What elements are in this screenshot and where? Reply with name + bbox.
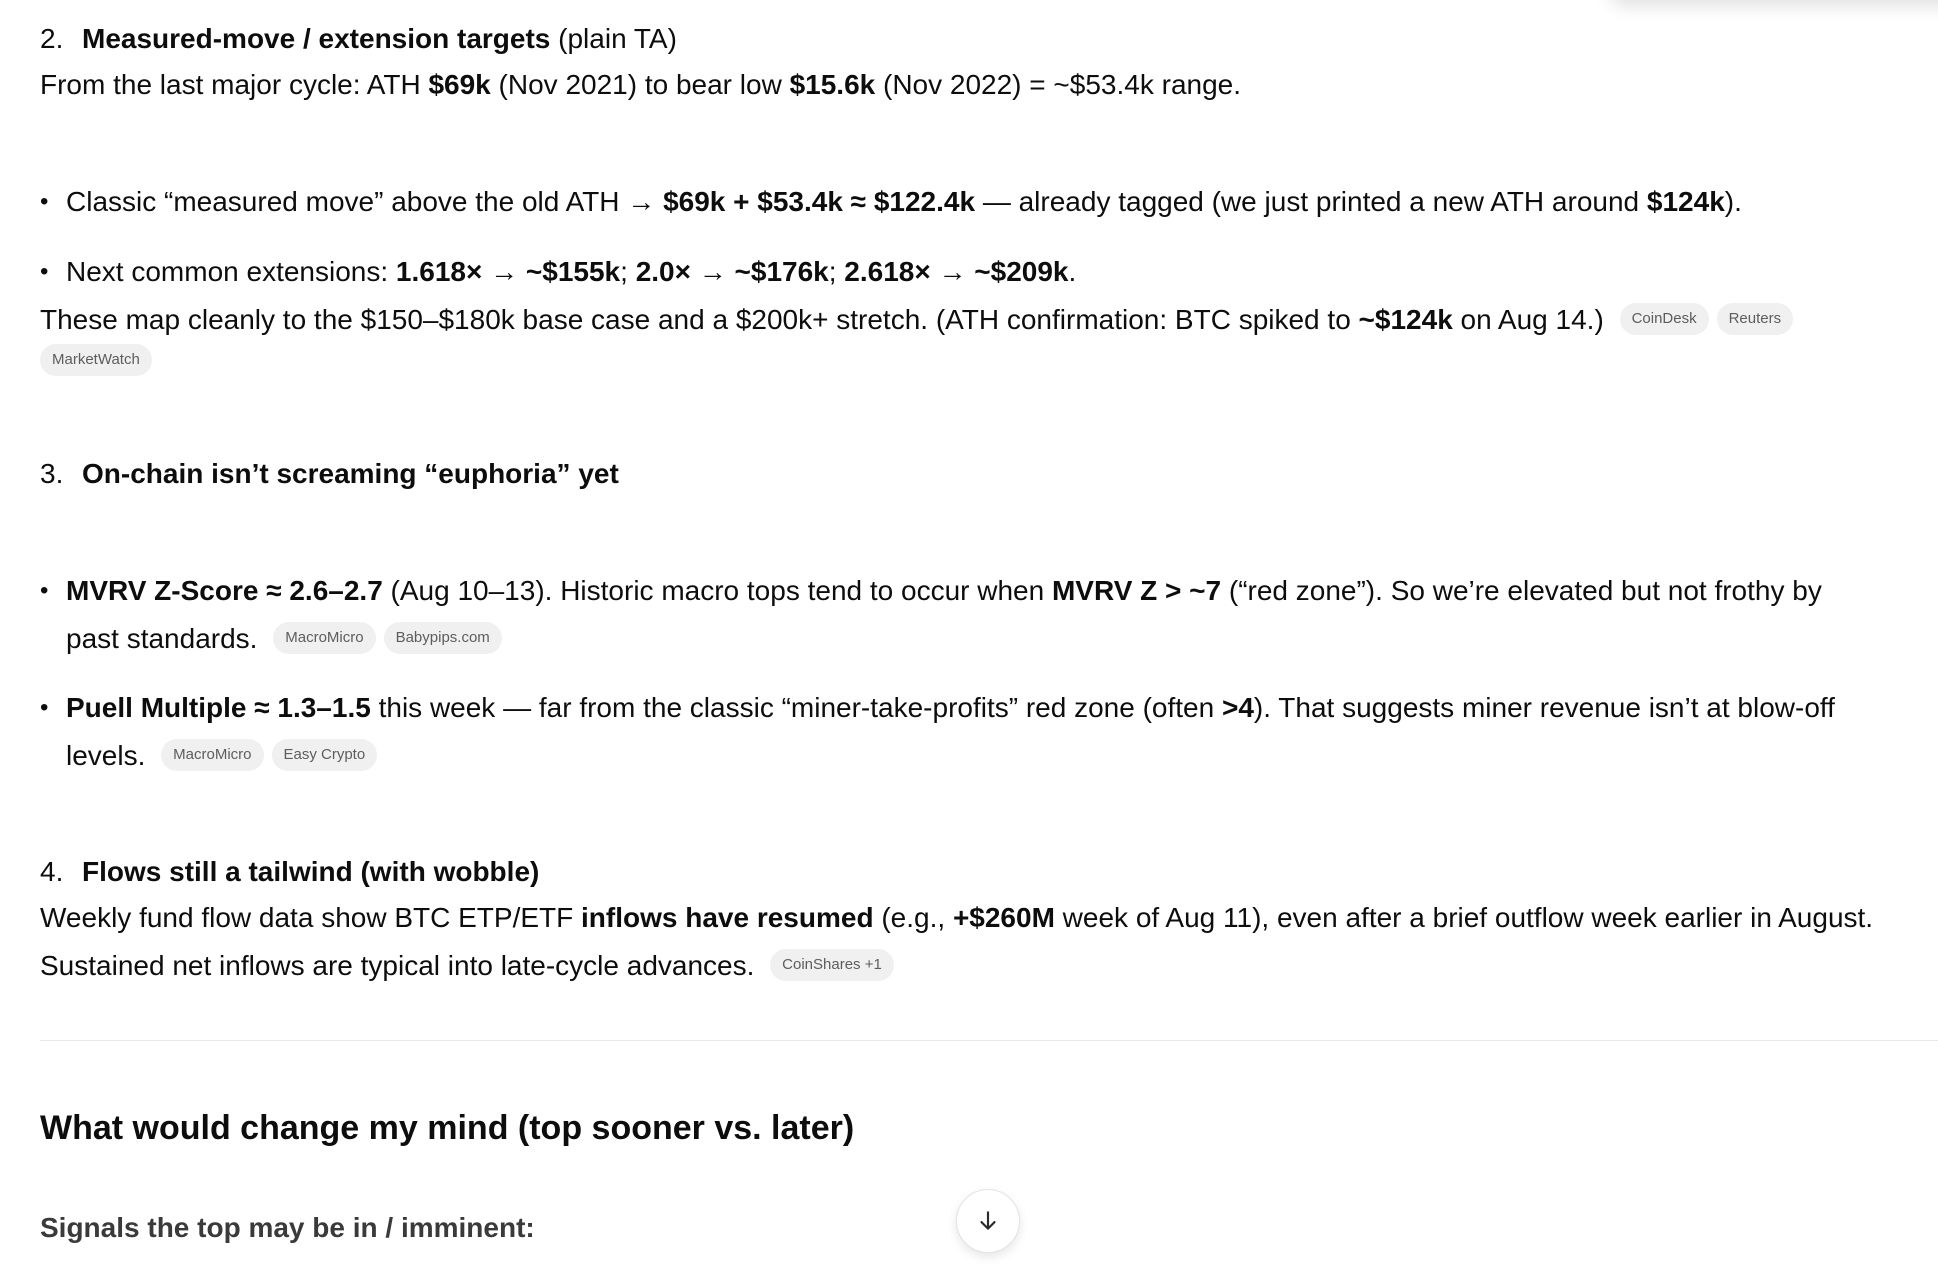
text: this week — far from the classic “miner-take-profits” red zone (often: [370, 692, 1222, 723]
section-2-summary: [40, 296, 1793, 344]
text-bold: $69k + $53.4k ≈ $122.4k: [663, 186, 976, 217]
section-3-heading: [40, 450, 619, 498]
source-chip-coindesk[interactable]: CoinDesk: [1620, 303, 1709, 335]
source-chip-macromicro[interactable]: MacroMicro: [161, 739, 263, 771]
text: Weekly fund flow data show BTC ETP/ETF: [40, 902, 582, 933]
list-number: 2.: [40, 23, 64, 54]
text-bold: $15.6k: [789, 69, 876, 100]
text-bold: Puell Multiple ≈ 1.3–1.5: [66, 692, 371, 723]
list-item-continuation: [66, 615, 502, 663]
text-bold: MVRV Z > ~7: [1051, 575, 1222, 606]
section-4-body-continuation: [40, 942, 894, 990]
text-bold: >4: [1221, 692, 1254, 723]
text: on Aug 14.): [1452, 304, 1604, 335]
text: Classic “measured move” above the old ATH →: [66, 186, 664, 217]
text-bold: 2.0× → ~$176k: [635, 256, 829, 287]
section-title-suffix: (plain TA): [550, 23, 677, 54]
text-bold: 2.618× → ~$209k: [844, 256, 1069, 287]
text-bold: $69k: [428, 69, 491, 100]
text: Next common extensions:: [66, 256, 396, 287]
arrow-down-icon: [975, 1208, 1001, 1234]
text: (Nov 2022) = ~$53.4k range.: [875, 69, 1242, 100]
text: week of Aug 11), even after a brief outflow week earlier in August.: [1054, 902, 1874, 933]
bullet-icon: •: [40, 188, 49, 215]
bullet-icon: •: [40, 258, 49, 285]
section-divider: [40, 1040, 1938, 1041]
text: ).: [1724, 186, 1742, 217]
source-chip-babypips[interactable]: Babypips.com: [384, 622, 502, 654]
source-chip-macromicro[interactable]: MacroMicro: [273, 622, 375, 654]
text-bold: 1.618× → ~$155k: [395, 256, 621, 287]
section-4-body: [40, 894, 1873, 942]
section-4-heading: [40, 848, 539, 896]
bullet-icon: •: [40, 577, 49, 604]
text: These map cleanly to the $150–$180k base case and a $200k+ stretch. (ATH confirmation: BTC spiked to: [40, 304, 1359, 335]
source-chip-coinshares[interactable]: CoinShares +1: [770, 949, 894, 981]
section-2-intro: [40, 61, 1241, 109]
text: .: [1068, 256, 1077, 287]
section-heading: What would change my mind (top sooner vs. later): [40, 1109, 855, 1147]
text: (“red zone”). So we’re elevated but not frothy by: [1221, 575, 1822, 606]
text: ). That suggests miner revenue isn’t at blow-off: [1253, 692, 1835, 723]
section-title: On-chain isn’t screaming “euphoria” yet: [82, 458, 619, 489]
text: From the last major cycle: ATH: [40, 69, 429, 100]
bullet-icon: •: [40, 694, 49, 721]
section-title: Flows still a tailwind (with wobble): [82, 856, 540, 887]
text-bold: ~$124k: [1358, 304, 1453, 335]
text: ;: [620, 256, 636, 287]
text-bold: +$260M: [952, 902, 1055, 933]
source-chip-reuters[interactable]: Reuters: [1717, 303, 1794, 335]
section-title: Measured-move / extension targets: [82, 23, 551, 54]
text-bold: MVRV Z-Score ≈ 2.6–2.7: [66, 575, 383, 606]
text: past standards.: [66, 623, 258, 654]
text: (Nov 2021) to bear low: [490, 69, 790, 100]
text: Sustained net inflows are typical into late-cycle advances.: [40, 950, 755, 981]
list-number: 4.: [40, 856, 64, 887]
sub-heading: Signals the top may be in / imminent:: [40, 1212, 535, 1243]
text: levels.: [66, 740, 146, 771]
text: ;: [828, 256, 845, 287]
list-number: 3.: [40, 458, 64, 489]
list-item-continuation: [66, 732, 377, 780]
section-2-heading: [40, 15, 677, 63]
text-bold: $124k: [1646, 186, 1725, 217]
source-chip-easy-crypto[interactable]: Easy Crypto: [272, 739, 378, 771]
text: (e.g.,: [873, 902, 953, 933]
source-chip-marketwatch[interactable]: MarketWatch: [40, 344, 152, 376]
scroll-to-bottom-button[interactable]: [956, 1189, 1020, 1253]
text-bold: inflows have resumed: [581, 902, 874, 933]
text: (Aug 10–13). Historic macro tops tend to occur when: [382, 575, 1052, 606]
text: — already tagged (we just printed a new ATH around: [975, 186, 1647, 217]
